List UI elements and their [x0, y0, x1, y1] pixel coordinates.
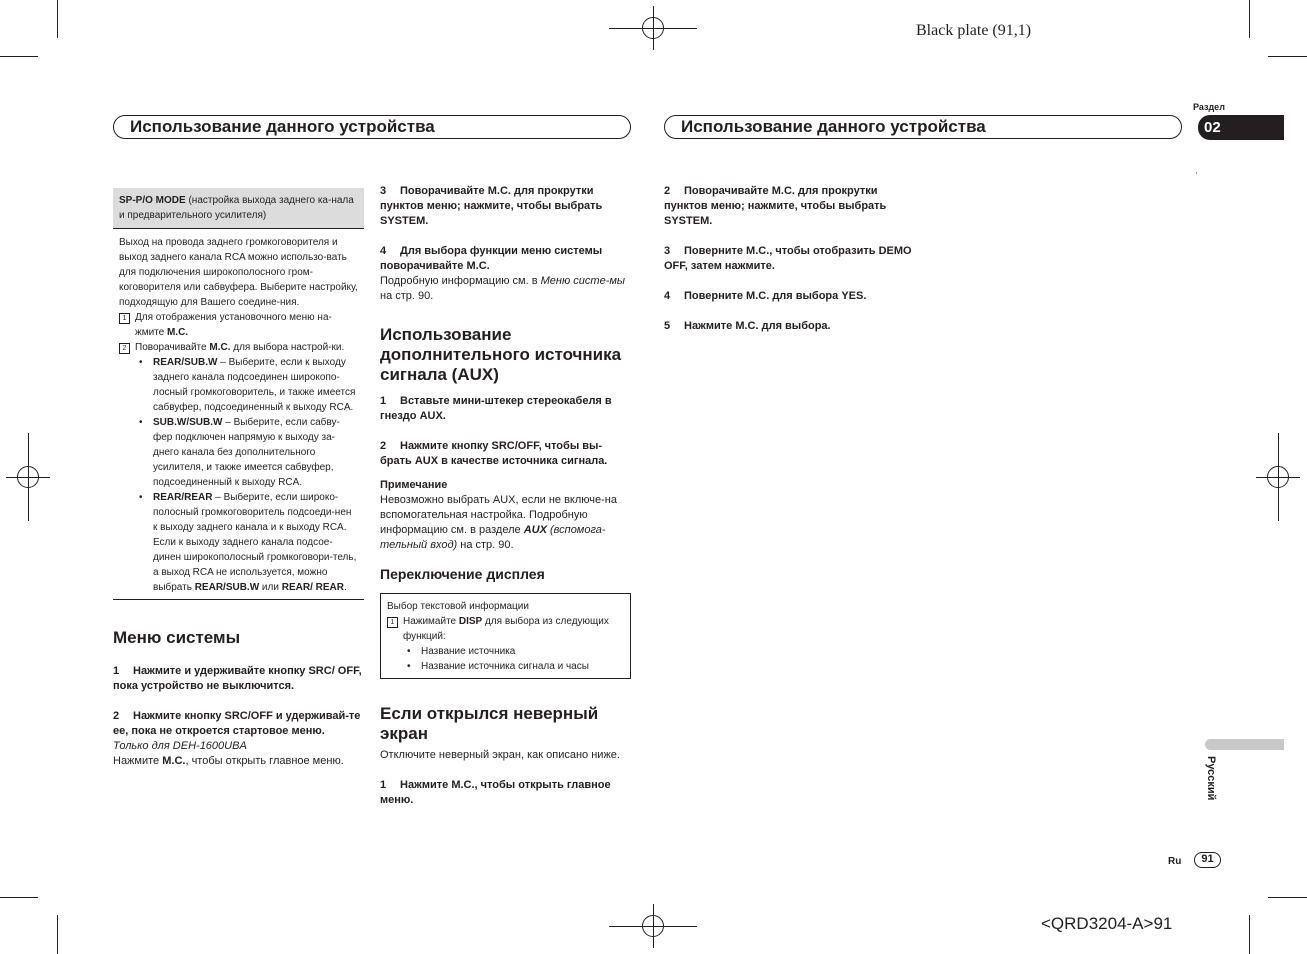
language-tab-bar	[1205, 739, 1284, 750]
crop-mark	[0, 897, 38, 898]
box-bullet-2: • Название источника сигнала и часы	[387, 659, 624, 674]
registration-mark	[1278, 433, 1279, 521]
section-number-tab: 02	[1198, 115, 1284, 140]
step-3: 3 Поворачивайте M.C. для прокрутки пунктов меню; нажмите, чтобы выбрать SYSTEM.	[380, 185, 603, 227]
table-bullet-subw-subw: • SUB.W/SUB.W – Выберите, если сабву-фер подключен напрямую к выходу за-днего канала без дополнительного усилителя, и также имеется сабвуфер, подсоединенный к выходу RCA.	[119, 415, 358, 490]
info-text: Подробную информацию см. в Меню систе-мы на стр. 90.	[380, 275, 625, 302]
column-left	[113, 188, 364, 769]
aux-step-2: 2 Нажмите кнопку SRC/OFF, чтобы вы-брать AUX в качестве источника сигнала.	[380, 440, 608, 467]
right-step-3: 3 Поверните M.C., чтобы отобразить DEMO OFF, затем нажмите.	[664, 245, 912, 272]
note-text: Невозможно выбрать AUX, если не включе-на вспомогательная настройка. Подробную информацию см. в разделе AUX (вспомога-тельный вход) на стр. 90.	[380, 494, 617, 551]
page-header-right: Использование данного устройства	[664, 115, 1182, 139]
document-code: <QRD3204-A>91	[1041, 914, 1173, 933]
table-bullet-rear-rear: • REAR/REAR – Выберите, если широко-полосный громкоговоритель подсоеди-нен к выходу заднего канала и к выходу RCA.	[119, 490, 358, 535]
wrong-step-1: 1 Нажмите M.C., чтобы открыть главное меню.	[380, 779, 611, 806]
right-step-2: 2 Поворачивайте M.C. для прокрутки пунктов меню; нажмите, чтобы выбрать SYSTEM.	[664, 185, 887, 227]
language-tab-label: Русский	[1205, 756, 1217, 801]
column-right	[664, 184, 915, 334]
wrong-screen-text: Отключите неверный экран, как описано ниже.	[380, 749, 620, 761]
step-4: 4 Для выбора функции меню системы поворачивайте M.C.	[380, 245, 603, 272]
right-step-5: 5 Нажмите M.C. для выбора.	[664, 320, 831, 332]
tick-mark	[1196, 172, 1197, 174]
table-bullet-continuation: Если к выходу заднего канала подсое-динен широкополосный громкоговори-тель, а выход RCA не используется, можно выбрать REAR/SUB.W или REAR/ REAR.	[153, 537, 357, 593]
box-bullet-1: • Название источника	[387, 644, 624, 659]
table-step-2: 2 Поворачивайте M.C. для выбора настрой-ки.	[119, 340, 358, 355]
display-info-box	[380, 593, 631, 679]
registration-mark	[28, 433, 29, 521]
step-2: 2 Нажмите кнопку SRC/OFF и удерживай-те ее, пока не откроется стартовое меню.	[113, 710, 361, 737]
crop-mark	[57, 0, 58, 38]
page-header-left: Использование данного устройства	[113, 115, 631, 139]
heading-system-menu: Меню системы	[113, 628, 241, 647]
page-number: 91	[1194, 852, 1221, 868]
crop-mark	[1249, 915, 1250, 954]
footer-lang: Ru	[1168, 856, 1182, 867]
table-bullet-rear-subw: • REAR/SUB.W – Выберите, если к выходу заднего канала подсоединен широкопо-лосный громкоговоритель, и также имеется сабвуфер, подсоединенный к выходу RCA.	[119, 355, 358, 415]
section-label: Раздел	[1193, 102, 1225, 112]
crop-mark	[1268, 56, 1307, 57]
box-title: Выбор текстовой информации	[387, 601, 529, 612]
heading-display: Переключение дисплея	[380, 566, 545, 582]
settings-table	[113, 188, 364, 600]
heading-aux: Использование дополнительного источника сигнала (AUX)	[380, 325, 622, 384]
crop-mark	[1268, 897, 1307, 898]
model-note: Только для DEH-1600UBA	[113, 740, 247, 752]
table-body	[113, 228, 364, 600]
crop-mark	[0, 56, 38, 57]
crop-mark	[1249, 0, 1250, 38]
registration-mark	[653, 904, 654, 948]
box-step-1: 1 Нажимайте DISP для выбора из следующих функций:	[387, 614, 624, 644]
registration-mark	[653, 6, 654, 50]
table-header: SP-P/O MODE (настройка выхода заднего ка-нала и предварительного усилителя)	[113, 188, 364, 228]
column-middle	[380, 184, 631, 808]
table-step-1: 1 Для отображения установочного меню на-жмите M.C.	[119, 310, 358, 340]
right-step-4: 4 Поверните M.C. для выбора YES.	[664, 290, 867, 302]
step-1: 1 Нажмите и удерживайте кнопку SRC/ OFF, пока устройство не выключится.	[113, 665, 362, 692]
press-mc-text: Нажмите M.C., чтобы открыть главное меню.	[113, 755, 344, 767]
table-intro: Выход на провода заднего громкоговорителя и выход заднего канала RCA можно использо-вать для подключения широкополосного гром-коговорителя или сабвуфера. Выберите настройку, подходящую для Вашего соедине-ния.	[119, 237, 358, 308]
plate-label: Black plate (91,1)	[916, 22, 1032, 39]
crop-mark	[57, 915, 58, 954]
note-heading: Примечание	[380, 479, 448, 491]
aux-step-1: 1 Вставьте мини-штекер стереокабеля в гнездо AUX.	[380, 395, 612, 422]
heading-wrong-screen: Если открылся неверный экран	[380, 704, 599, 743]
